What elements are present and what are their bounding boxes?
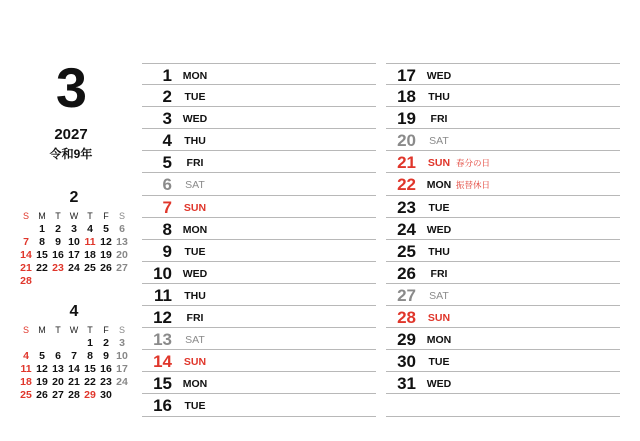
day-number: 28 [397,308,416,328]
mini-day: 24 [116,376,128,388]
day-row [386,284,620,306]
mini-day: 20 [116,249,128,261]
day-of-week: WED [426,223,452,236]
day-of-week: MON [182,70,208,82]
month-number: 3 [55,56,87,119]
day-row [386,129,620,151]
day-number: 2 [162,87,172,107]
day-number: 8 [162,219,172,239]
day-of-week: TUE [184,91,206,104]
mini-calendar-title: 2 [69,189,79,206]
day-of-week: SUN [427,157,451,170]
day-number: 7 [162,197,172,217]
mini-calendar-title: 4 [69,303,79,320]
day-number: 17 [397,66,416,85]
blank-cell [66,337,82,350]
mini-day: 12 [100,236,112,248]
day-of-week: THU [428,91,450,104]
mini-calendar-prev [18,188,130,288]
weekday-header: F [103,325,109,335]
day-number: 22 [397,175,416,195]
day-column-2 [386,63,620,417]
mini-day: 8 [39,236,45,248]
day-number: 30 [397,352,416,372]
day-number: 3 [162,109,172,129]
mini-day: 15 [84,363,96,375]
day-of-week: MON [426,334,452,347]
day-row [142,240,376,262]
day-number: 15 [153,374,172,394]
holiday-name: 振替休日 [456,180,491,191]
mini-day: 2 [103,337,109,349]
mini-calendar-grid [18,324,130,402]
day-number: 13 [153,330,172,350]
mini-day: 27 [116,262,128,274]
blank-cell [34,337,50,350]
mini-day: 19 [100,249,112,261]
mini-day: 22 [36,262,48,274]
day-row [386,173,620,195]
day-number: 16 [153,396,172,416]
day-of-week: FRI [430,267,448,280]
day-row [142,328,376,350]
day-of-week: THU [428,245,450,258]
day-of-week: FRI [186,157,204,170]
mini-day: 28 [20,275,32,287]
day-row [142,151,376,173]
holiday-name: 春分の日 [456,158,491,169]
day-of-week: TUE [428,201,450,214]
day-row [142,350,376,372]
mini-day: 9 [55,236,61,248]
day-row [142,372,376,394]
day-row [142,129,376,151]
era-label: 令和9年 [49,147,93,161]
weekday-header: F [103,211,109,221]
day-of-week: SUN [183,356,207,369]
mini-day: 19 [36,376,48,388]
mini-day: 21 [20,262,32,274]
day-number: 29 [397,330,416,350]
mini-calendar-next [18,302,130,402]
day-of-week: THU [184,135,206,148]
day-of-week: TUE [184,400,206,413]
day-number: 14 [153,352,172,372]
day-row [142,173,376,195]
day-of-week: SAT [429,289,449,302]
day-of-week: MON [182,378,208,391]
mini-day: 11 [20,363,32,375]
day-row [386,63,620,85]
day-row [386,85,620,107]
mini-day: 3 [71,223,77,235]
day-of-week: SAT [185,179,205,192]
mini-day: 24 [68,262,80,274]
day-row [386,240,620,262]
day-number: 12 [153,308,172,328]
weekday-header: T [87,211,93,221]
mini-calendar-grid [18,210,130,288]
mini-day: 7 [23,236,29,248]
mini-day: 1 [87,337,93,349]
blank-cell [50,337,66,350]
day-of-week: THU [184,289,206,302]
day-of-week: SAT [429,135,449,148]
day-of-week: SAT [185,334,205,347]
weekday-header: S [22,325,29,335]
day-row [386,350,620,372]
mini-day: 2 [55,223,61,235]
mini-day: 28 [68,389,80,401]
blank-row [386,394,620,416]
mini-day: 14 [68,363,80,375]
day-row [142,218,376,240]
day-number: 23 [397,197,416,217]
mini-day: 14 [20,249,32,261]
day-number: 18 [397,87,416,107]
mini-day: 12 [36,363,48,375]
mini-day: 6 [119,223,125,235]
weekday-header: S [118,325,125,335]
weekday-header: S [22,211,29,221]
mini-day: 23 [52,262,64,274]
mini-day: 29 [84,389,96,401]
day-row [142,284,376,306]
day-number: 24 [397,219,416,239]
day-row [142,63,376,85]
mini-day: 21 [68,376,80,388]
day-number: 9 [162,241,172,261]
day-row [386,306,620,328]
day-row [142,107,376,129]
day-of-week: MON [182,223,208,236]
day-row [142,262,376,284]
blank-cell [18,337,34,350]
mini-day: 17 [68,249,80,261]
day-number: 19 [397,109,416,129]
mini-day: 5 [103,223,109,235]
day-number: 4 [162,131,172,151]
mini-day: 3 [119,337,125,349]
mini-day: 15 [36,249,48,261]
mini-day: 30 [100,389,112,401]
weekday-header: T [55,211,61,221]
mini-day: 13 [52,363,64,375]
mini-day: 17 [116,363,128,375]
mini-day: 5 [39,350,45,362]
day-of-week: WED [426,378,452,391]
day-row [142,394,376,416]
mini-day: 1 [39,223,45,235]
day-row [386,151,620,173]
day-of-week: WED [426,70,452,82]
mini-day: 25 [20,389,32,401]
weekday-header: S [118,211,125,221]
day-of-week: MON [426,179,452,192]
day-number: 21 [397,153,416,173]
mini-day: 8 [87,350,93,362]
blank-cell [18,223,34,236]
mini-day: 27 [52,389,64,401]
day-of-week: WED [182,267,208,280]
day-row [386,328,620,350]
mini-day: 9 [103,350,109,362]
day-number: 11 [154,285,172,305]
mini-day: 10 [68,236,80,248]
mini-day: 7 [71,350,77,362]
day-row [142,306,376,328]
day-number: 1 [162,66,172,85]
day-row [386,372,620,394]
mini-day: 25 [84,262,96,274]
day-of-week: SUN [427,312,451,325]
weekday-header: T [87,325,93,335]
mini-day: 4 [87,223,93,235]
day-number: 26 [397,263,416,283]
mini-day: 13 [116,236,128,248]
mini-day: 11 [84,236,96,248]
day-row [386,218,620,240]
day-row [386,262,620,284]
mini-day: 20 [52,376,64,388]
day-number: 5 [162,153,172,173]
day-of-week: TUE [184,245,206,258]
day-of-week: SUN [183,201,207,214]
mini-day: 6 [55,350,61,362]
weekday-header: W [69,325,79,335]
day-of-week: WED [182,113,208,126]
day-row [386,196,620,218]
mini-day: 26 [36,389,48,401]
mini-day: 10 [116,350,128,362]
day-of-week: FRI [430,113,448,126]
day-number: 6 [162,175,172,195]
weekday-header: T [55,325,61,335]
day-row [386,107,620,129]
mini-day: 18 [84,249,96,261]
day-row [142,196,376,218]
day-number: 10 [153,263,172,283]
day-of-week: FRI [186,312,204,325]
day-row [142,85,376,107]
mini-day: 26 [100,262,112,274]
mini-day: 16 [52,249,64,261]
mini-day: 23 [100,376,112,388]
year-label: 2027 [54,126,88,143]
mini-day: 16 [100,363,112,375]
day-number: 27 [397,285,416,305]
day-column-1 [142,63,376,417]
day-number: 25 [397,241,416,261]
weekday-header: M [38,325,46,335]
day-number: 20 [397,131,416,151]
left-panel [0,0,150,441]
day-number: 31 [397,374,416,394]
mini-day: 18 [20,376,32,388]
weekday-header: W [69,211,79,221]
day-of-week: TUE [428,356,450,369]
mini-day: 22 [84,376,96,388]
mini-day: 4 [23,350,29,362]
weekday-header: M [38,211,46,221]
